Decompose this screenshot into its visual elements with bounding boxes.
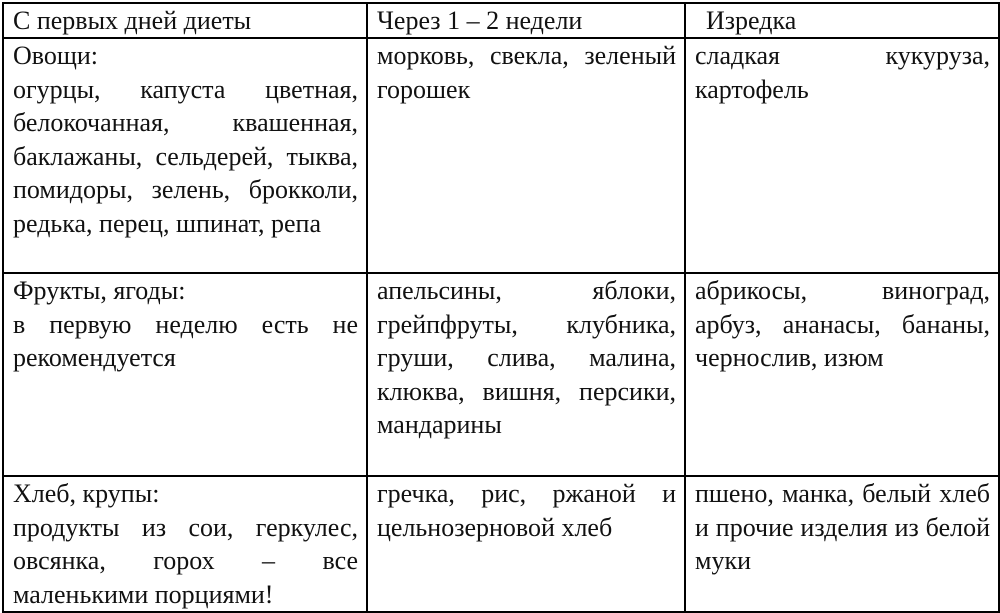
cell-rarely: пшено, манка, белый хлеб и прочие изделия из белой муки — [685, 476, 999, 612]
diet-table — [2, 2, 1000, 613]
cell-after-weeks: апельсины, яблоки, грейпфруты, клубника, груши, слива, малина, клюква, вишня, персики, мандарины — [367, 273, 685, 476]
category-label: Фрукты, ягоды: — [13, 276, 186, 305]
category-label: Хлеб, крупы: — [13, 479, 160, 508]
first-days-text: продукты из сои, геркулес, овсянка, горох – все маленькими порциями! — [13, 512, 358, 609]
table-row-bread — [3, 476, 999, 612]
table-row-fruits — [3, 273, 999, 476]
cell-first-days — [3, 38, 367, 273]
first-days-text: в первую неделю есть не рекомендуется — [13, 309, 358, 372]
table-row-vegetables — [3, 38, 999, 273]
cell-after-weeks: морковь, свекла, зеленый горошек — [367, 38, 685, 273]
header-first-days: С первых дней диеты — [3, 3, 367, 38]
header-rarely: Изредка — [685, 3, 999, 38]
header-after-weeks: Через 1 – 2 недели — [367, 3, 685, 38]
header-row — [3, 3, 999, 38]
first-days-text: огурцы, капуста цветная, белокочанная, квашенная, баклажаны, сельдерей, тыква, помидоры, зелень, брокколи, редька, перец, шпинат, репа — [13, 74, 358, 238]
cell-rarely: абрикосы, виноград, арбуз, ананасы, бананы, чернослив, изюм — [685, 273, 999, 476]
category-label: Овощи: — [13, 41, 99, 70]
cell-rarely: сладкая кукуруза, картофель — [685, 38, 999, 273]
cell-first-days — [3, 476, 367, 612]
cell-after-weeks: гречка, рис, ржаной и цельнозерновой хлеб — [367, 476, 685, 612]
cell-first-days — [3, 273, 367, 476]
